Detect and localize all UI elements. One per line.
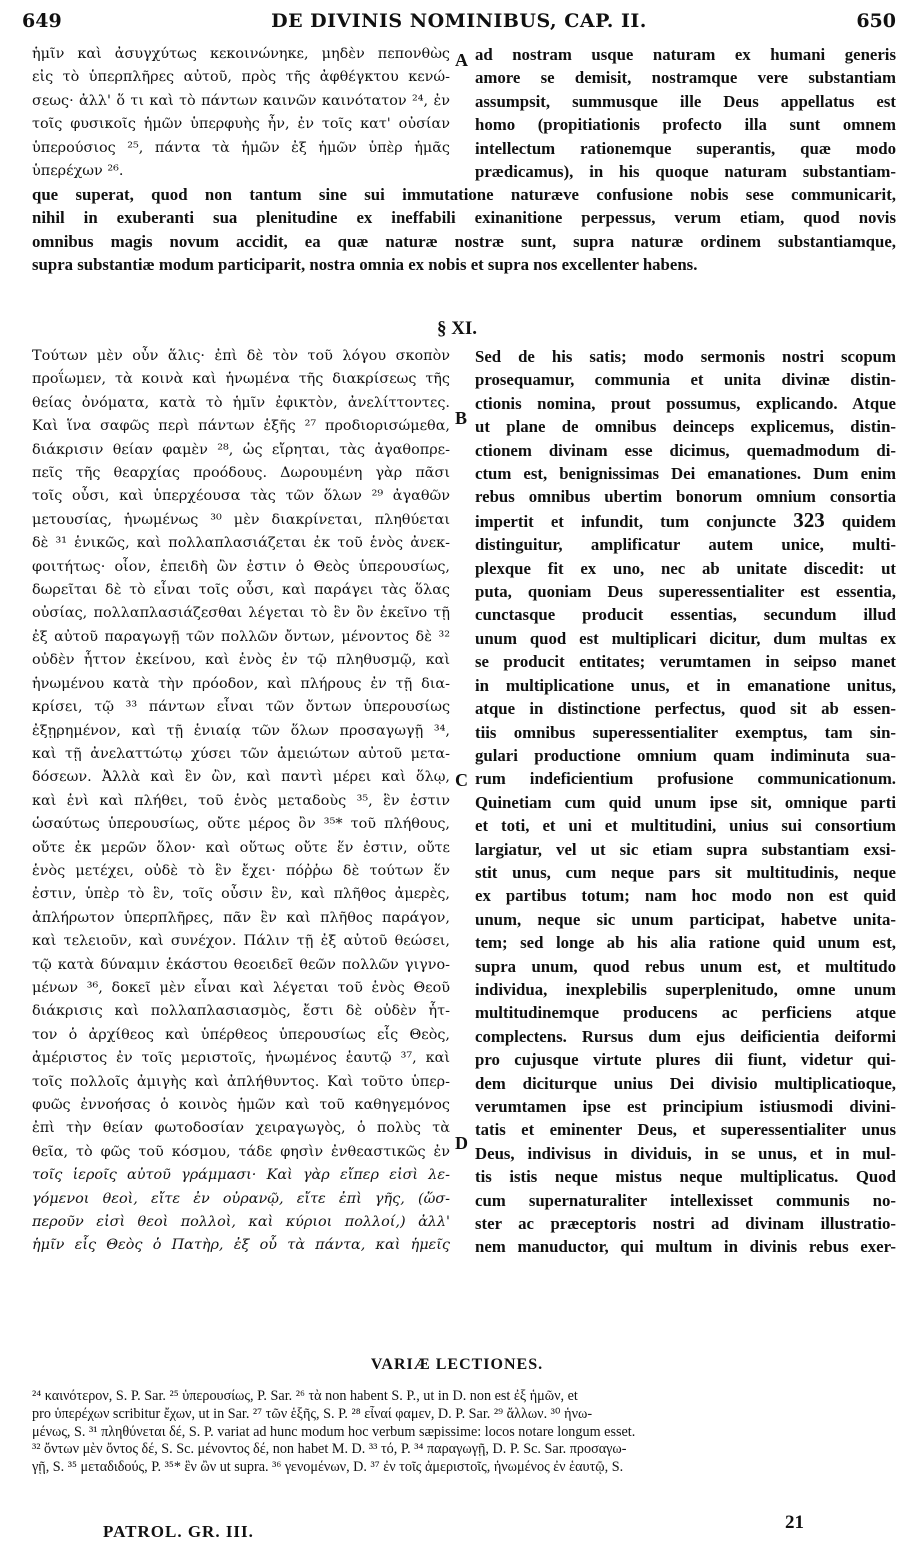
greek-line: ἀμέριστος ἐν τοῖς μεριστοῖς, ἡνωμένος ἑαυτῷ ³⁷, καὶ bbox=[32, 1050, 450, 1067]
full-width-latin bbox=[32, 183, 896, 277]
latin-line: largiatur, vel ut sic etiam supra substantiam exsi- bbox=[475, 839, 896, 859]
latin-line: supra unum, quod rebus unum est, et multitudo bbox=[475, 956, 896, 976]
marginal-letter-b: B bbox=[455, 408, 468, 428]
left-page-number: 649 bbox=[22, 10, 62, 32]
note-line: ²⁴ καινότερον, S. P. Sar. ²⁵ ὑπερουσίως, P. Sar. ²⁶ τὰ non habent S. P., ut in D. non est ἐξ ἡμῶν, et bbox=[32, 1388, 578, 1404]
greek-line: καὶ τῇ ἀνελαττώτῳ χύσει τῶν ἀμειώτων αὐτοῦ μετα- bbox=[32, 745, 450, 762]
greek-line: τοῖς πολλοῖς ἀμιγὴς καὶ ἀπλήθυντος. Καὶ τοῦτο ὑπερ- bbox=[32, 1073, 450, 1090]
greek-line: πεῖς τῆς θεαρχίας προόδους. Δωρουμένη γὰρ πᾶσι bbox=[32, 465, 450, 482]
latin-line: ster ac præceptoris nostri ad divinam illustratio- bbox=[475, 1214, 896, 1234]
latin-line: Deus, indivisus in dividuis, in se unus, et in mul- bbox=[475, 1143, 896, 1163]
latin-line: gulari productione omnium quam indiminuta sua- bbox=[475, 745, 896, 765]
greek-line: ἐξῃρημένον, καὶ τῇ ἑνιαίᾳ τῶν ὅλων προσαγωγῇ ³⁴, bbox=[32, 722, 450, 739]
latin-line: puta, quoniam Deus superessentialiter est essentia, bbox=[475, 582, 896, 602]
latin-line: ctionis nomina, prout possumus, explicando. Atque bbox=[475, 393, 896, 413]
marginal-letter-a: A bbox=[455, 50, 468, 70]
latin-line: ex partibus totum; nam hoc modo non est quid bbox=[475, 886, 896, 906]
right-page-number: 650 bbox=[856, 10, 896, 32]
greek-line: φοιτήτως· οἷον, ἐπειδὴ ὢν ἐστιν ὁ Θεὸς ὑπερουσίως, bbox=[32, 558, 450, 575]
greek-line: οὔτε ἐκ μερῶν ὅλον· καὶ οὕτως οὔτε ἕν ἐστιν, οὔτε bbox=[32, 839, 450, 856]
variae-lectiones-notes bbox=[32, 1388, 896, 1477]
greek-line: μετουσίας, ἡνωμένως ³⁰ μὲν διακρίνεται, πληθύεται bbox=[32, 511, 450, 528]
greek-line: ὑπερούσιος ²⁵, πάντα τὰ ἡμῶν ἐξ ἡμῶν ὑπὲρ ἡμᾶς bbox=[32, 139, 450, 156]
greek-line: καὶ ἑνὶ καὶ πλήθει, τοῦ ἑνὸς μεταδοὺς ³⁵, ἓν ἐστιν bbox=[32, 792, 450, 809]
greek-line: ἀπλήρωτον ὑπερπλῆρες, πᾶν ἓν καὶ πλῆθος παράγον, bbox=[32, 909, 450, 926]
greek-column bbox=[32, 345, 450, 1258]
latin-line-text: impertit et infundit, tum conjuncte bbox=[475, 511, 777, 531]
note-line: γῇ, S. ³⁵ μεταδιδούς, P. ³⁵* ἓν ὢν ut supra. ³⁶ γενομένων, D. ³⁷ ἐν τοῖς ἀμεριστοῖς, ἡνωμένος ἐν ἑαυτῷ, S. bbox=[32, 1459, 624, 1476]
note-line: μένως, S. ³¹ πληθύνεται δέ, S. P. variat ad hunc modum hoc verbum sæpissime: locos notare longum esset. bbox=[32, 1423, 636, 1440]
marginal-letter-c: C bbox=[455, 770, 468, 790]
greek-line: τοῖς φυσικοῖς ἡμῶν ὑπερφυὴς ἦν, ἐν τοῖς κατ' οὐσίαν bbox=[32, 116, 450, 133]
greek-line: σεως· ἀλλ' ὅ τι καὶ τὸ πάντων καινῶν καινότατον ²⁴, ἐν bbox=[32, 92, 450, 109]
greek-line: Τούτων μὲν οὖν ἅλις· ἐπὶ δὲ τὸν τοῦ λόγου σκοπὸν bbox=[32, 348, 450, 364]
latin-line: plexque fit ex uno, nec ab unitate discedit: ut bbox=[475, 558, 896, 578]
greek-line: ἡνωμένου κατὰ τὴν πρόοδον, καὶ πλήρους ἐν τῇ δια- bbox=[32, 675, 450, 692]
latin-line: multitudinemque producens ac perficiens atque bbox=[475, 1003, 896, 1023]
latin-line: prosequamur, communia et unita divinæ distin- bbox=[475, 370, 896, 390]
latin-line: ctum est, benignissimas Dei emanationes. Dum enim bbox=[475, 464, 896, 484]
latin-line: tem; sed longe ab his alia ratione quid unum est, bbox=[475, 933, 896, 953]
greek-line: τον ὁ ἀρχίθεος καὶ ὑπέρθεος ὑπερουσίως εἷς Θεὸς, bbox=[32, 1026, 450, 1043]
latin-line: distinguitur, amplificatur autem unice, multi- bbox=[475, 535, 896, 555]
footer-signature: PATROL. GR. III. bbox=[103, 1522, 254, 1541]
latin-line: Quinetiam cum quid unum ipse sit, omnique parti bbox=[475, 792, 896, 812]
greek-line: φυῶς ἐννοήσας ὁ κοινὸς ἡμῶν καὶ τοῦ καθηγεμόνος bbox=[32, 1097, 450, 1113]
page-header bbox=[22, 10, 896, 36]
greek-line: οὐδὲν ἧττον ἐκείνου, καὶ ἑνὸς ἐν τῷ πληθυσμῷ, καὶ bbox=[32, 652, 450, 669]
latin-column bbox=[475, 345, 896, 1259]
variae-lectiones-heading: VARIÆ LECTIONES. bbox=[370, 1356, 544, 1373]
greek-line: δωρεῖται δὲ τὸ εἶναι τοῖς οὖσι, καὶ παράγει τὰς ὅλας bbox=[32, 582, 450, 599]
greek-line: ἑνὸς μετέχει, οὐδὲ τὸ ἓν ἔχει· πόῤῥω δὲ τούτων ἕν bbox=[32, 862, 450, 879]
latin-line: unum, neque sic unum participat, habetve unita- bbox=[475, 909, 896, 929]
greek-line: δὲ ³¹ ἑνικῶς, καὶ πολλαπλασιάζεται ἐκ τοῦ ἑνὸς ἀνεκ- bbox=[32, 535, 450, 552]
greek-line: ἐπὶ τὴν θείαν φωτοδοσίαν χειραγωγὸς, ὁ πολὺς τὰ bbox=[32, 1120, 450, 1137]
greek-line: διάκρισιν θείαν φαμὲν ²⁸, ὡς εἴρηται, τὰς ἀγαθοπρε- bbox=[32, 441, 450, 458]
greek-line: εἰς τὸ ὑπερπλῆρες αὐτοῦ, πρὸς τῆς ἀφθέγκτου κενώ- bbox=[32, 69, 450, 86]
latin-line: cunctasque producit essentias, secundum illud bbox=[475, 605, 896, 625]
latin-line: omnibus magis novum accidit, ea quæ naturæ nostræ sunt, supra naturæ ordinem substantiamque, bbox=[32, 231, 896, 251]
note-line: ³² ὄντων μὲν ὄντος δέ, S. Sc. μένοντος δέ, non habet M. D. ³³ τό, P. ³⁴ παραγωγῇ, D. P. Sc. Sar. προσαγω- bbox=[32, 1441, 627, 1458]
latin-line: in multiplicatione unus, et in emanatione unitus, bbox=[475, 675, 896, 695]
greek-line: τῷ κατὰ δύναμιν ἑκάστου θεοειδεῖ θεῶν πολλῶν γιγνο- bbox=[32, 956, 450, 973]
latin-line: se producit entitates; verumtamen in seipso manet bbox=[475, 652, 896, 672]
latin-line: atque in distinctione perfectus, quod sit ab essen- bbox=[475, 699, 896, 719]
latin-line: intellectum rationemque superantis, quæ modo bbox=[475, 138, 896, 158]
greek-line: καὶ τελειοῦν, καὶ συνέχον. Πάλιν τῇ ἐξ αὐτοῦ θεώσει, bbox=[32, 933, 450, 950]
latin-line: prædicamus), in his quoque naturam substantiam- bbox=[475, 162, 896, 182]
greek-line: δόσεων. Ἀλλὰ καὶ ἓν ὢν, καὶ παντὶ μέρει καὶ ὅλῳ, bbox=[32, 769, 450, 786]
latin-line: rum indeficientium profusione communicationum. bbox=[475, 769, 896, 789]
greek-line: ὡσαύτως ὑπερουσίως, οὔτε μέρος ὂν ³⁵* τοῦ πλήθους, bbox=[32, 816, 450, 833]
greek-line: τοῖς ἱεροῖς αὐτοῦ γράμμασι· Καὶ γὰρ εἴπερ εἰσὶ λε- bbox=[32, 1167, 450, 1184]
section-heading: § XI. bbox=[436, 318, 478, 339]
greek-line: θείας ὀνόματα, κατὰ τὸ ἡμῖν ἐφικτὸν, ἀνελίττοντες. bbox=[32, 394, 450, 411]
greek-line: ἡμῖν καὶ ἀσυγχύτως κεκοινώνηκε, μηδὲν πεπονθὼς bbox=[32, 46, 450, 62]
latin-line: pro cujusque virtute plures dii fiunt, videtur qui- bbox=[475, 1050, 896, 1070]
latin-line: Sed de his satis; modo sermonis nostri scopum bbox=[475, 347, 896, 366]
latin-line: rebus omnibus ubertim bonorum omnium consortia bbox=[475, 487, 896, 507]
note-line: pro ὑπερέχων scribitur ἔχων, ut in Sar. ²⁷ τῶν ἑξῆς, S. P. ²⁸ εἶναί φαμεν, D. P. Sar. ²⁹ ἄλλων. ³⁰ ἡνω- bbox=[32, 1405, 593, 1422]
greek-line: ἐστιν, ὑπὲρ τὸ ἓν, τοῖς οὖσιν ἓν, καὶ πλῆθος ἀμερὲς, bbox=[32, 886, 450, 903]
latin-line: homo (propitiationis profecto illa sunt omnem bbox=[475, 115, 896, 135]
latin-line: et toti, et uni et multitudini, unius sui consortium bbox=[475, 816, 896, 836]
greek-line: οὐσίας, πολλαπλασιάζεσθαι λέγεται τὸ ἓν ὂν ἐκεῖνο τῇ bbox=[32, 605, 450, 622]
greek-line: τοῖς οὖσι, καὶ ὑπερχέουσα τὰς τῶν ὅλων ²⁹ ἀγαθῶν bbox=[32, 488, 450, 505]
top-greek-column bbox=[32, 43, 450, 183]
latin-line: stit unus, cum neque pars sit multitudinis, neque bbox=[475, 862, 896, 882]
greek-line: γόμενοι θεοὶ, εἴτε ἐν οὐρανῷ, εἴτε ἐπὶ γῆς, (ὥσ- bbox=[32, 1190, 450, 1207]
latin-line: tiis omnibus superessentialiter exemptus, tam sin- bbox=[475, 722, 896, 742]
latin-line-tail: quidem bbox=[841, 511, 896, 531]
latin-line: individua, inexplebilis superplenitudo, omne unum bbox=[475, 979, 896, 999]
greek-line: ἡμῖν εἷς Θεὸς ὁ Πατὴρ, ἐξ οὗ τὰ πάντα, καὶ ἡμεῖς bbox=[32, 1237, 450, 1254]
latin-line: tis istis neque mistus neque multiplicatus. Quod bbox=[475, 1167, 896, 1187]
greek-line: προΐωμεν, τὰ κοινὰ καὶ ἡνωμένα τῆς διακρίσεως τῆς bbox=[32, 371, 450, 388]
latin-line: ctionem divinam esse dicimus, quemadmodum di- bbox=[475, 440, 896, 460]
latin-line: ad nostram usque naturam ex humani generis bbox=[475, 45, 896, 64]
latin-line: verumtamen ipse est principium istiusmodi divini- bbox=[475, 1097, 896, 1116]
latin-line: supra substantiæ modum participarit, nostra omnia ex nobis et supra nos excellenter habens. bbox=[32, 255, 698, 275]
latin-line: que superat, quod non tantum sine sui immutatione naturæve confusione nobis sese communicarit, bbox=[32, 185, 896, 204]
latin-line-with-column-number bbox=[475, 509, 896, 533]
latin-line: tatis et eminenter Deus, et superessentialiter unus bbox=[475, 1120, 896, 1140]
latin-line: nem manuductor, qui multum in divinis rebus exer- bbox=[475, 1237, 896, 1257]
latin-line: complectens. Rursus dum ejus deificientia deiformi bbox=[475, 1026, 896, 1046]
latin-line: assumpsit, summusque ille Deus appellatus est bbox=[475, 91, 896, 111]
top-latin-column bbox=[475, 43, 896, 183]
greek-line: μένων ³⁶, δοκεῖ μὲν εἶναι καὶ λέγεται τοῦ ἑνὸς Θεοῦ bbox=[32, 979, 450, 996]
column-number: 323 bbox=[793, 508, 825, 532]
greek-line: ὑπερέχων ²⁶. bbox=[32, 163, 124, 180]
latin-line: nihil in exuberanti sua plenitudine ex ineffabili exinanitione perpessus, verum etiam, quod novis bbox=[32, 208, 896, 228]
greek-line: ἐξ αὐτοῦ παραγωγῇ τῶν πολλῶν ὄντων, μένοντος δὲ ³² bbox=[32, 628, 450, 645]
greek-line: κρίσει, τῷ ³³ πάντων εἶναι τῶν ὄντων ὑπερουσίως bbox=[32, 699, 450, 716]
greek-line: περοῦν εἰσὶ θεοὶ πολλοὶ, καὶ κύριοι πολλοί,) ἀλλ' bbox=[32, 1214, 450, 1231]
latin-line: unum quod est multiplicari dicitur, dum multas ex bbox=[475, 628, 896, 648]
latin-line: amore se demisit, nostramque vere substantiam bbox=[475, 68, 896, 88]
latin-line: ut plane de omnibus deinceps explicemus, distin- bbox=[475, 417, 896, 437]
greek-line: διάκρισις καὶ πολλαπλασιασμὸς, ἔστι δὲ οὐδὲν ἧτ- bbox=[32, 1003, 450, 1020]
latin-line: dem diciturque unius Dei divisio multiplicatioque, bbox=[475, 1073, 896, 1093]
marginal-letter-d: D bbox=[455, 1133, 468, 1153]
greek-line: θεῖα, τὸ φῶς τοῦ κόσμου, τάδε φησὶν ἐνθεαστικῶς ἐν bbox=[32, 1143, 450, 1160]
running-title: DE DIVINIS NOMINIBUS, CAP. II. bbox=[271, 10, 647, 32]
latin-line: cum supernaturaliter intellexisset communis no- bbox=[475, 1190, 896, 1210]
greek-line: Καὶ ἵνα σαφῶς περὶ πάντων ἑξῆς ²⁷ προδιορισώμεθα, bbox=[32, 418, 450, 435]
footer-sheet-number: 21 bbox=[785, 1512, 804, 1533]
